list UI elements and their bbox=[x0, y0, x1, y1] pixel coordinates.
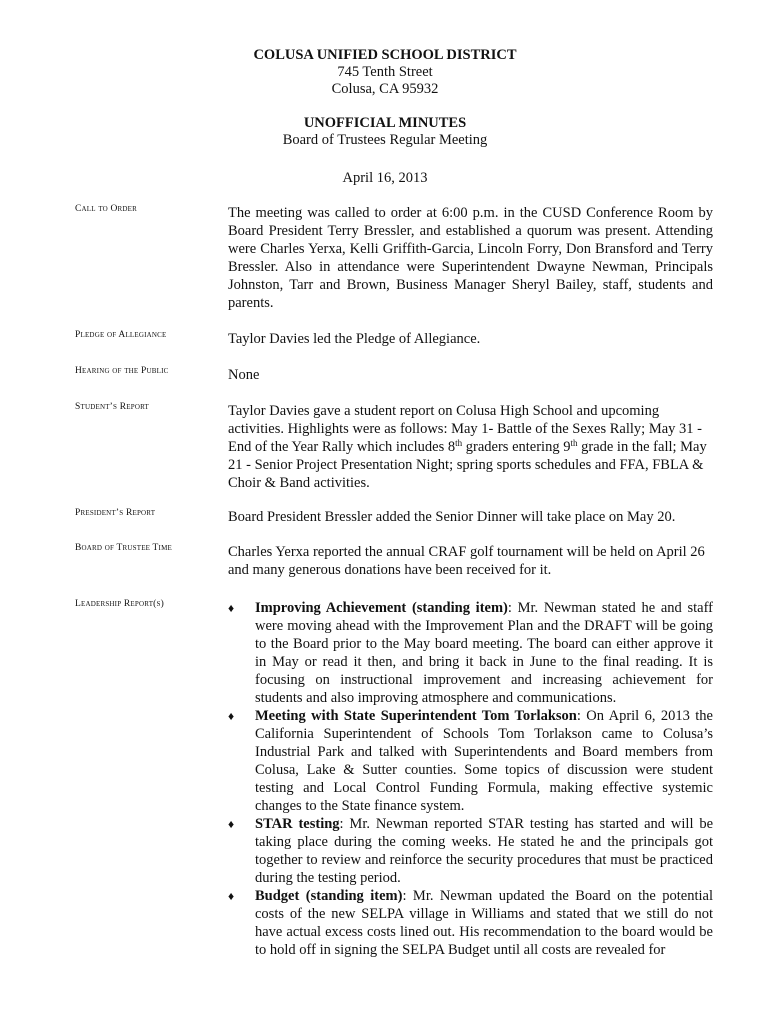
section-text: The meeting was called to order at 6:00 p.m. in the CUSD Conference Room by Board President Terry Bressler, and established a quorum was present. Attending were Charles Yerxa, Kelli Griffith-Garcia, Lincoln Forry, Don Bransford and Terry Bressler. Also in attendance were Superintendent Dwayne Newman, Principals Johnston, Tarr and Brown, Business Manager Sheryl Bailey, staff, students and parents. bbox=[228, 205, 713, 311]
document-header bbox=[0, 47, 770, 98]
list-item bbox=[228, 887, 713, 959]
item-text: : Mr. Newman reported STAR testing has started and will be taking place during the coming weeks. He stated he and the principals got together to review and reinforce the security procedures that must be practiced during the testing period. bbox=[255, 816, 714, 886]
section-label: Student’s Report bbox=[75, 402, 149, 412]
diamond-bullet-icon: ♦ bbox=[228, 709, 235, 723]
section-text: Board President Bressler added the Senior Dinner will take place on May 20. bbox=[228, 509, 676, 525]
list-item bbox=[228, 707, 713, 815]
item-text: : On April 6, 2013 the California Superintendent of Schools Tom Torlakson came to Colusa’s Industrial Park and talked with Superintendents and Board members from Colusa, Lake & Sutter counties. Some topics of discussion were student testing and Local Control Funding Formula, making effective systemic changes to the State finance system. bbox=[255, 708, 713, 814]
district-city: Colusa, CA 95932 bbox=[331, 81, 439, 97]
leadership-list bbox=[228, 599, 713, 959]
item-title: STAR testing bbox=[255, 816, 340, 832]
diamond-bullet-icon: ♦ bbox=[228, 601, 235, 615]
minutes-heading bbox=[0, 115, 770, 149]
ordinal-suffix: th bbox=[570, 438, 578, 448]
item-title: Budget (standing item) bbox=[255, 888, 403, 904]
section-text: Taylor Davies led the Pledge of Allegiance. bbox=[228, 331, 481, 347]
district-street: 745 Tenth Street bbox=[337, 64, 433, 80]
section-label: Call to Order bbox=[75, 204, 138, 214]
district-name: COLUSA UNIFIED SCHOOL DISTRICT bbox=[253, 47, 517, 63]
section-label: Board of Trustee Time bbox=[75, 543, 172, 553]
section-label: President’s Report bbox=[75, 508, 156, 518]
item-text: : Mr. Newman updated the Board on the potential costs of the new SELPA village in Williams and stated that we still do not have actual excess costs lined out. His recommendation to the board would be to hold off in signing the SELPA Budget until all costs are revealed for bbox=[255, 888, 713, 958]
diamond-bullet-icon: ♦ bbox=[228, 817, 235, 831]
section-text: Charles Yerxa reported the annual CRAF golf tournament will be held on April 26 and many generous donations have been received for it. bbox=[228, 544, 705, 578]
section-label: Leadership Report(s) bbox=[75, 599, 164, 609]
diamond-bullet-icon: ♦ bbox=[228, 889, 235, 903]
item-title: Meeting with State Superintendent Tom Torlakson bbox=[255, 708, 577, 724]
section-text: None bbox=[228, 367, 260, 383]
text-part: graders entering 9 bbox=[462, 439, 571, 455]
meeting-name: Board of Trustees Regular Meeting bbox=[282, 132, 488, 148]
section-text bbox=[228, 402, 713, 492]
text-part: Taylor Davies gave a student report on Colusa High School and upcoming activities. Highlights were as follows: May 1- Battle of the Sexes Rally; May 31 - End of the Year Rally which includes 8 bbox=[228, 403, 702, 455]
section-label: Hearing of the Public bbox=[75, 366, 169, 376]
doc-type: UNOFFICIAL MINUTES bbox=[303, 115, 467, 131]
item-title: Improving Achievement (standing item) bbox=[255, 600, 508, 616]
text-part: grade in the fall; May 21 - Senior Project Presentation Night; spring sports schedules and FFA, FBLA & Choir & Band activities. bbox=[228, 439, 707, 491]
meeting-date: April 16, 2013 bbox=[342, 170, 428, 186]
list-item bbox=[228, 599, 713, 707]
list-item bbox=[228, 815, 713, 887]
item-text: : Mr. Newman stated he and staff were moving ahead with the Improvement Plan and the DRAFT will be going to the Board prior to the May board meeting. The board can either approve it in May or read it then, and bring it back in June to the final reading. It is focusing on instructional improvement and increasing achievement for students and also improving atmosphere and communications. bbox=[255, 600, 713, 706]
section-label: Pledge of Allegiance bbox=[75, 330, 167, 340]
ordinal-suffix: th bbox=[455, 438, 463, 448]
section-content bbox=[228, 599, 713, 959]
